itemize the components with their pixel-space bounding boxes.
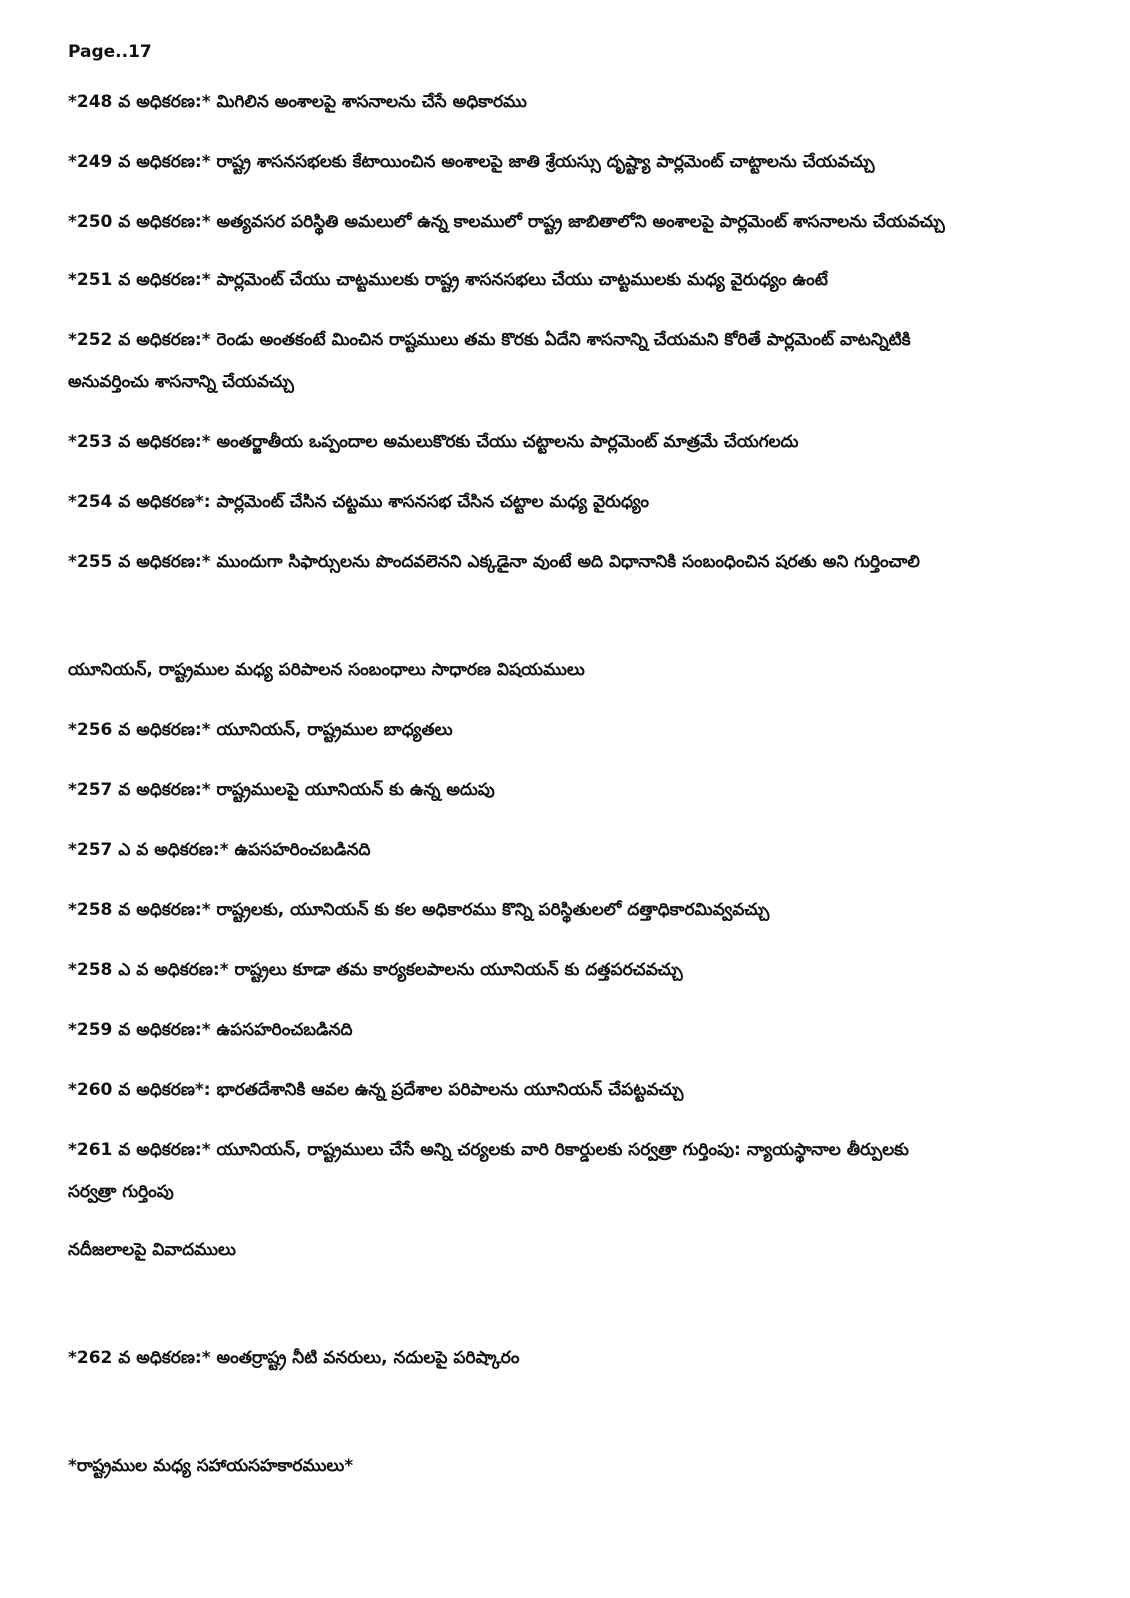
article-258a: *258 ఎ వ అధికరణ:* రాష్ట్రలు కూడా తమ కార్యకలపాలను యూనియన్ కు దత్తపరచవచ్చు bbox=[68, 960, 683, 980]
article-259: *259 వ అధికరణ:* ఉపసహరించబడినది bbox=[68, 1020, 353, 1040]
article-256: *256 వ అధికరణ:* యూనియన్, రాష్ట్రముల బాధ్యతలు bbox=[68, 720, 453, 740]
article-255: *255 వ అధికరణ:* ముందుగా సిఫార్సులను పొందవలెనని ఎక్కడైనా వుంటే అది విధానానికి సంబంధించిన షరతు అని గుర్తించాలి bbox=[68, 552, 920, 572]
article-250: *250 వ అధికరణ:* అత్యవసర పరిస్థితి అమలులో ఉన్న కాలములో రాష్ట్ర జాబితాలోని అంశాలపై పార్లమెంట్ శాసనాలను చేయవచ్చు bbox=[68, 212, 945, 232]
article-262: *262 వ అధికరణ:* అంతర్రాష్ట్ర నీటి వనరులు, నదులపై పరిష్కారం bbox=[68, 1348, 520, 1368]
article-251: *251 వ అధికరణ:* పార్లమెంట్ చేయు చాట్టములకు రాష్ట్ర శాసనసభలు చేయు చాట్టములకు మధ్య వైరుధ్యం ఉంటే bbox=[68, 270, 828, 290]
article-257: *257 వ అధికరణ:* రాష్ట్రములపై యూనియన్ కు ఉన్న అదుపు bbox=[68, 780, 495, 800]
article-254: *254 వ అధికరణ*: పార్లమెంట్ చేసిన చట్టము శాసనసభ చేసిన చట్టాల మధ్య వైరుధ్యం bbox=[68, 492, 649, 512]
section-heading-water-disputes: నదీజలాలపై వివాదములు bbox=[68, 1240, 236, 1260]
page-number: Page..17 bbox=[68, 42, 152, 62]
article-248: *248 వ అధికరణ:* మిగిలిన అంశాలపై శాసనాలను చేసే అధికారము bbox=[68, 92, 527, 112]
section-heading-admin-relations: యూనియన్, రాష్ట్రముల మధ్య పరిపాలన సంబంధాలు సాధారణ విషయములు bbox=[68, 660, 585, 680]
section-heading-inter-state-cooperation: *రాష్ట్రముల మధ్య సహాయసహకారములు* bbox=[68, 1456, 354, 1476]
article-261: *261 వ అధికరణ:* యూనియన్, రాష్ట్రములు చేసే అన్ని చర్యలకు వారి రికార్డులకు సర్వత్రా గుర్తింపు: న్యాయస్థానాల తీర్పులకు bbox=[68, 1140, 909, 1160]
article-252-cont: అనువర్తించు శాసనాన్ని చేయవచ్చు bbox=[68, 372, 294, 392]
article-261-cont: సర్వత్రా గుర్తింపు bbox=[68, 1182, 174, 1202]
article-258: *258 వ అధికరణ:* రాష్ట్రలకు, యూనియన్ కు కల అధికారము కొన్ని పరిస్థితులలో దత్తాధికారమివ్వవచ్చు bbox=[68, 900, 770, 920]
article-260: *260 వ అధికరణ*: భారతదేశానికి ఆవల ఉన్న ప్రదేశాల పరిపాలను యూనియన్ చేపట్టవచ్చు bbox=[68, 1080, 684, 1100]
article-253: *253 వ అధికరణ:* అంతర్జాతీయ ఒప్పందాల అమలుకొరకు చేయు చట్టాలను పార్లమెంట్ మాత్రమే చేయగలదు bbox=[68, 432, 799, 452]
article-252: *252 వ అధికరణ:* రెండు అంతకంటే మించిన రాష్టములు తమ కొరకు ఏదేని శాసనాన్ని చేయమని కోరితే పార్లమెంట్ వాటన్నిటికి bbox=[68, 330, 911, 350]
article-257a: *257 ఎ వ అధికరణ:* ఉపసహరించబడినది bbox=[68, 840, 371, 860]
article-249: *249 వ అధికరణ:* రాష్ట్ర శాసనసభలకు కేటాయించిన అంశాలపై జాతి శ్రేయస్సు దృష్ట్యా పార్లమెంట్ చాట్టాలను చేయవచ్చు bbox=[68, 152, 875, 172]
